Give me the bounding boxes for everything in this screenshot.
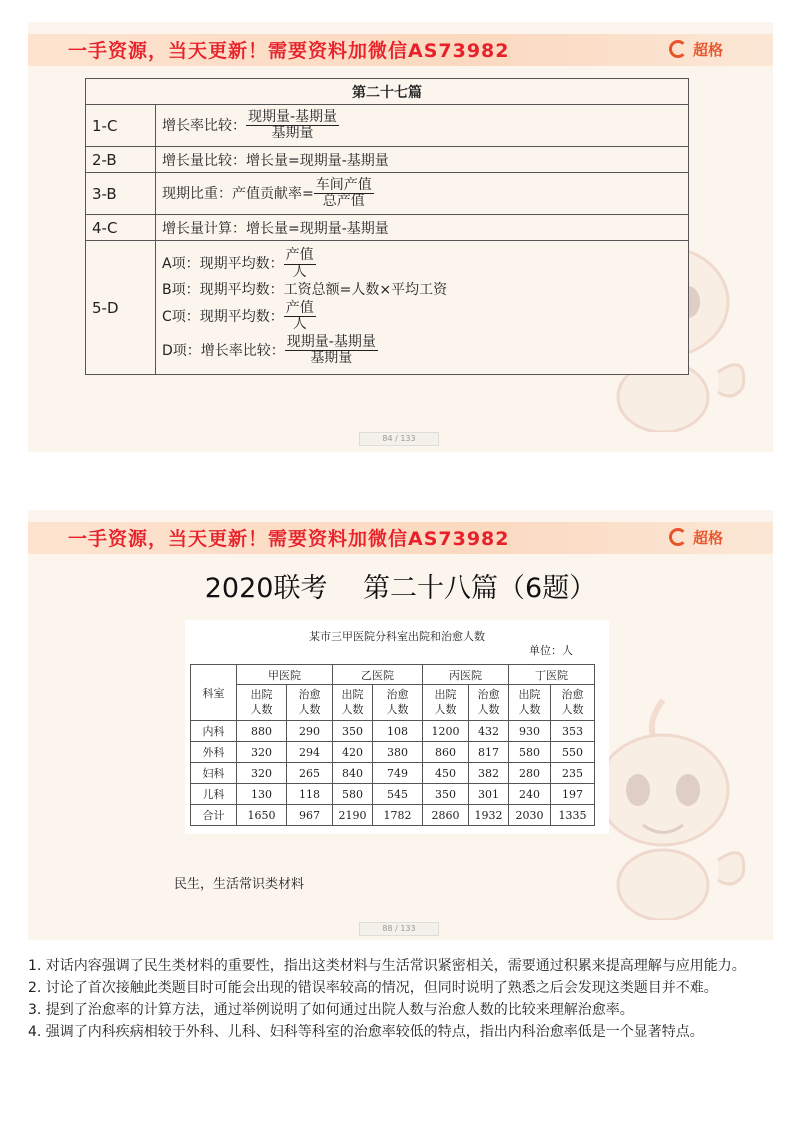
brand-logo <box>669 39 723 60</box>
value-cell: 108 <box>373 721 423 742</box>
slide-88 <box>28 510 773 940</box>
denominator: 人 <box>292 316 307 333</box>
value-cell: 1200 <box>423 721 469 742</box>
table-row <box>86 215 689 241</box>
value-cell: 580 <box>333 784 373 805</box>
value-cell: 353 <box>551 721 595 742</box>
fraction <box>246 110 339 142</box>
fraction <box>285 335 378 367</box>
slide-title: 2020联考 第二十八篇（6题） <box>204 573 597 604</box>
value-cell: 450 <box>423 763 469 784</box>
banner-text: 一手资源，当天更新！需要资料加微信AS73982 <box>68 40 510 62</box>
option-c <box>162 301 682 333</box>
hospital-header: 丙医院 <box>423 665 509 685</box>
value-cell: 118 <box>287 784 333 805</box>
table-body <box>191 721 595 826</box>
numerator: 现期量-基期量 <box>286 333 376 350</box>
option-prefix: A项：现期平均数： <box>162 256 284 273</box>
hospital-header: 甲医院 <box>237 665 333 685</box>
value-cell: 840 <box>333 763 373 784</box>
denominator: 总产值 <box>322 193 365 209</box>
explanation-cell <box>156 173 689 215</box>
table-row <box>191 721 595 742</box>
material-note: 民生，生活常识类材料 <box>174 877 305 892</box>
numerator: 车间产值 <box>315 176 372 193</box>
explanation-prefix: 现期比重：产值贡献率= <box>162 185 314 202</box>
value-cell: 967 <box>287 805 333 826</box>
hospital-header: 丁医院 <box>509 665 595 685</box>
table-row <box>191 784 595 805</box>
value-cell: 2190 <box>333 805 373 826</box>
sub-header: 出院 人数 <box>509 685 551 721</box>
option-d <box>162 335 682 367</box>
value-cell: 301 <box>469 784 509 805</box>
dept-header: 科室 <box>191 665 237 721</box>
explanation-cell: 增长量比较：增长量=现期量-基期量 <box>156 147 689 173</box>
value-cell: 432 <box>469 721 509 742</box>
dept-cell: 妇科 <box>191 763 237 784</box>
denominator: 基期量 <box>310 350 353 367</box>
option-b: B项：现期平均数：工资总额=人数×平均工资 <box>162 282 448 299</box>
value-cell: 545 <box>373 784 423 805</box>
value-cell: 240 <box>509 784 551 805</box>
value-cell: 197 <box>551 784 595 805</box>
summary-notes <box>28 956 773 1044</box>
answer-cell: 5-D <box>86 241 156 375</box>
value-cell: 1932 <box>469 805 509 826</box>
value-cell: 817 <box>469 742 509 763</box>
denominator: 人 <box>292 263 307 280</box>
table-unit: 单位：人 <box>529 644 573 657</box>
summary-item: 4. 强调了内科疾病相较于外科、儿科、妇科等科室的治愈率较低的特点，指出内科治愈率低是一个显著特点。 <box>28 1024 704 1040</box>
brand-logo <box>669 527 723 548</box>
answer-cell: 1-C <box>86 105 156 147</box>
table-row <box>191 742 595 763</box>
brand-g-icon <box>669 528 687 546</box>
brand-name: 超格 <box>692 41 723 59</box>
value-cell: 580 <box>509 742 551 763</box>
summary-item: 1. 对话内容强调了民生类材料的重要性，指出这类材料与生活常识紧密相关，需要通过积累来提高理解与应用能力。 <box>28 958 746 974</box>
table-header: 第二十七篇 <box>86 79 689 105</box>
value-cell: 420 <box>333 742 373 763</box>
fraction <box>314 178 374 210</box>
value-cell: 280 <box>509 763 551 784</box>
answer-cell: 4-C <box>86 215 156 241</box>
table-row <box>86 173 689 215</box>
explanation-cell <box>156 241 689 375</box>
dept-cell: 合计 <box>191 805 237 826</box>
table-row <box>191 763 595 784</box>
value-cell: 130 <box>237 784 287 805</box>
value-cell: 350 <box>423 784 469 805</box>
dept-cell: 儿科 <box>191 784 237 805</box>
table-row <box>86 147 689 173</box>
brand-g-icon <box>669 40 687 58</box>
page-indicator[interactable]: 88 / 133 <box>359 922 439 936</box>
table-title: 某市三甲医院分科室出院和治愈人数 <box>309 630 485 643</box>
value-cell: 2860 <box>423 805 469 826</box>
value-cell: 749 <box>373 763 423 784</box>
explanation-prefix: 增长率比较： <box>162 117 246 134</box>
value-cell: 930 <box>509 721 551 742</box>
answer-table <box>85 78 689 375</box>
numerator: 产值 <box>285 247 314 264</box>
banner <box>28 34 773 66</box>
option-prefix: D项：增长率比较： <box>162 342 285 359</box>
sub-header: 出院 人数 <box>333 685 373 721</box>
summary-item: 2. 讨论了首次接触此类题目时可能会出现的错误率较高的情况，但同时说明了熟悉之后会发现这类题目并不难。 <box>28 980 718 996</box>
value-cell: 860 <box>423 742 469 763</box>
value-cell: 265 <box>287 763 333 784</box>
summary-item: 3. 提到了治愈率的计算方法，通过举例说明了如何通过出院人数与治愈人数的比较来理解治愈率。 <box>28 1002 634 1018</box>
sub-header: 治愈 人数 <box>287 685 333 721</box>
hospital-data-table <box>190 664 595 826</box>
value-cell: 1335 <box>551 805 595 826</box>
numerator: 产值 <box>285 300 314 316</box>
fraction <box>284 248 316 280</box>
answer-cell: 3-B <box>86 173 156 215</box>
value-cell: 382 <box>469 763 509 784</box>
sub-header: 出院 人数 <box>423 685 469 721</box>
brand-name: 超格 <box>692 529 723 547</box>
value-cell: 2030 <box>509 805 551 826</box>
numerator: 现期量-基期量 <box>248 108 338 125</box>
banner <box>28 522 773 554</box>
value-cell: 350 <box>333 721 373 742</box>
value-cell: 320 <box>237 763 287 784</box>
sub-header: 出院 人数 <box>237 685 287 721</box>
sub-header: 治愈 人数 <box>469 685 509 721</box>
slide-84 <box>28 22 773 452</box>
sub-header: 治愈 人数 <box>373 685 423 721</box>
value-cell: 550 <box>551 742 595 763</box>
value-cell: 235 <box>551 763 595 784</box>
value-cell: 1782 <box>373 805 423 826</box>
dept-cell: 内科 <box>191 721 237 742</box>
dept-cell: 外科 <box>191 742 237 763</box>
value-cell: 320 <box>237 742 287 763</box>
hospital-header: 乙医院 <box>333 665 423 685</box>
hospital-table-image <box>185 620 609 834</box>
table-row <box>191 805 595 826</box>
option-prefix: C项：现期平均数： <box>162 308 284 325</box>
answer-cell: 2-B <box>86 147 156 173</box>
value-cell: 880 <box>237 721 287 742</box>
banner-text: 一手资源，当天更新！需要资料加微信AS73982 <box>68 528 510 550</box>
explanation-cell: 增长量计算：增长量=现期量-基期量 <box>156 215 689 241</box>
denominator: 基期量 <box>271 125 314 141</box>
value-cell: 380 <box>373 742 423 763</box>
value-cell: 290 <box>287 721 333 742</box>
page-indicator[interactable]: 84 / 133 <box>359 432 439 446</box>
sub-header: 治愈 人数 <box>551 685 595 721</box>
table-row <box>86 241 689 375</box>
fraction <box>284 301 316 333</box>
option-a <box>162 248 682 280</box>
explanation-cell <box>156 105 689 147</box>
table-row <box>86 105 689 147</box>
value-cell: 294 <box>287 742 333 763</box>
value-cell: 1650 <box>237 805 287 826</box>
